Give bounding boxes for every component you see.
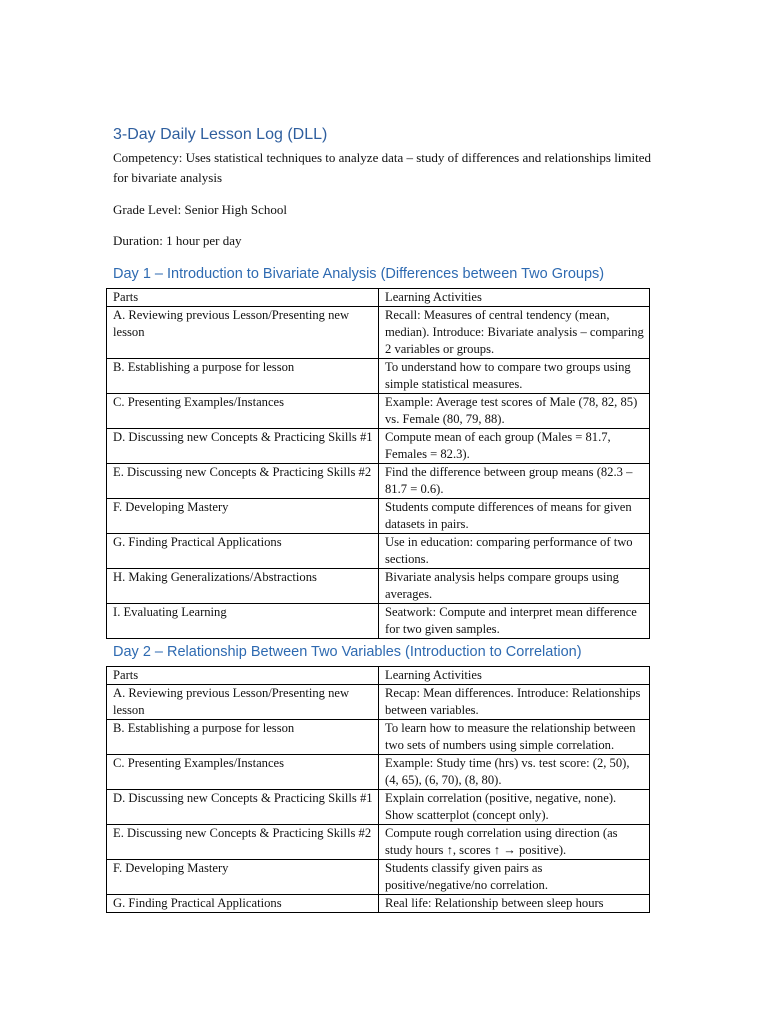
- header-activities: Learning Activities: [379, 667, 650, 685]
- part-cell: C. Presenting Examples/Instances: [107, 394, 379, 429]
- activity-cell: Recall: Measures of central tendency (mean, median). Introduce: Bivariate analysis – comparing 2 variables or groups.: [379, 307, 650, 359]
- part-cell: A. Reviewing previous Lesson/Presenting new lesson: [107, 685, 379, 720]
- activity-cell: Seatwork: Compute and interpret mean difference for two given samples.: [379, 604, 650, 639]
- activity-cell: Students compute differences of means for given datasets in pairs.: [379, 499, 650, 534]
- table-row: [107, 429, 650, 464]
- table-row: [107, 394, 650, 429]
- activity-cell: Bivariate analysis helps compare groups using averages.: [379, 569, 650, 604]
- day1-heading: Day 1 – Introduction to Bivariate Analysis (Differences between Two Groups): [113, 266, 605, 282]
- activity-cell: To learn how to measure the relationship between two sets of numbers using simple correlation.: [379, 720, 650, 755]
- part-cell: F. Developing Mastery: [107, 860, 379, 895]
- part-cell: A. Reviewing previous Lesson/Presenting new lesson: [107, 307, 379, 359]
- table-row: [107, 790, 650, 825]
- part-cell: B. Establishing a purpose for lesson: [107, 359, 379, 394]
- header-parts: Parts: [107, 289, 379, 307]
- duration-text: Duration: 1 hour per day: [113, 233, 242, 248]
- part-cell: B. Establishing a purpose for lesson: [107, 720, 379, 755]
- part-cell: C. Presenting Examples/Instances: [107, 755, 379, 790]
- activity-cell: Students classify given pairs as positive/negative/no correlation.: [379, 860, 650, 895]
- part-cell: D. Discussing new Concepts & Practicing Skills #1: [107, 429, 379, 464]
- activity-cell: Use in education: comparing performance of two sections.: [379, 534, 650, 569]
- part-cell: G. Finding Practical Applications: [107, 895, 379, 913]
- document-title: 3-Day Daily Lesson Log (DLL): [113, 126, 328, 143]
- table-row: [107, 534, 650, 569]
- table-row: [107, 895, 650, 913]
- activity-cell: Example: Study time (hrs) vs. test score: (2, 50), (4, 65), (6, 70), (8, 80).: [379, 755, 650, 790]
- table-row: [107, 685, 650, 720]
- part-cell: G. Finding Practical Applications: [107, 534, 379, 569]
- activity-cell: Find the difference between group means (82.3 – 81.7 = 0.6).: [379, 464, 650, 499]
- part-cell: I. Evaluating Learning: [107, 604, 379, 639]
- day2-heading: Day 2 – Relationship Between Two Variables (Introduction to Correlation): [113, 644, 582, 660]
- table-row: [107, 569, 650, 604]
- table-row: [107, 464, 650, 499]
- grade-level-text: Grade Level: Senior High School: [113, 202, 288, 217]
- part-cell: D. Discussing new Concepts & Practicing Skills #1: [107, 790, 379, 825]
- table-row: [107, 499, 650, 534]
- activity-cell: Example: Average test scores of Male (78, 82, 85) vs. Female (80, 79, 88).: [379, 394, 650, 429]
- day1-table: [106, 288, 650, 639]
- part-cell: E. Discussing new Concepts & Practicing Skills #2: [107, 825, 379, 860]
- table-row: [107, 825, 650, 860]
- day2-table: [106, 666, 650, 913]
- activity-cell: Compute rough correlation using direction (as study hours ↑, scores ↑ → positive).: [379, 825, 650, 860]
- part-cell: H. Making Generalizations/Abstractions: [107, 569, 379, 604]
- table-row: [107, 604, 650, 639]
- activity-cell: Recap: Mean differences. Introduce: Relationships between variables.: [379, 685, 650, 720]
- header-parts: Parts: [107, 667, 379, 685]
- table-row: [107, 307, 650, 359]
- activity-cell: Compute mean of each group (Males = 81.7, Females = 82.3).: [379, 429, 650, 464]
- activity-cell: Explain correlation (positive, negative, none). Show scatterplot (concept only).: [379, 790, 650, 825]
- table-row: [107, 860, 650, 895]
- table-row: [107, 359, 650, 394]
- activity-cell: To understand how to compare two groups using simple statistical measures.: [379, 359, 650, 394]
- table-header-row: [107, 667, 650, 685]
- competency-text: Competency: Uses statistical techniques to analyze data – study of differences and relationships limited for bivariate analysis: [113, 150, 652, 185]
- header-activities: Learning Activities: [379, 289, 650, 307]
- part-cell: E. Discussing new Concepts & Practicing Skills #2: [107, 464, 379, 499]
- part-cell: F. Developing Mastery: [107, 499, 379, 534]
- table-header-row: [107, 289, 650, 307]
- activity-cell: Real life: Relationship between sleep hours: [379, 895, 650, 913]
- table-row: [107, 720, 650, 755]
- table-row: [107, 755, 650, 790]
